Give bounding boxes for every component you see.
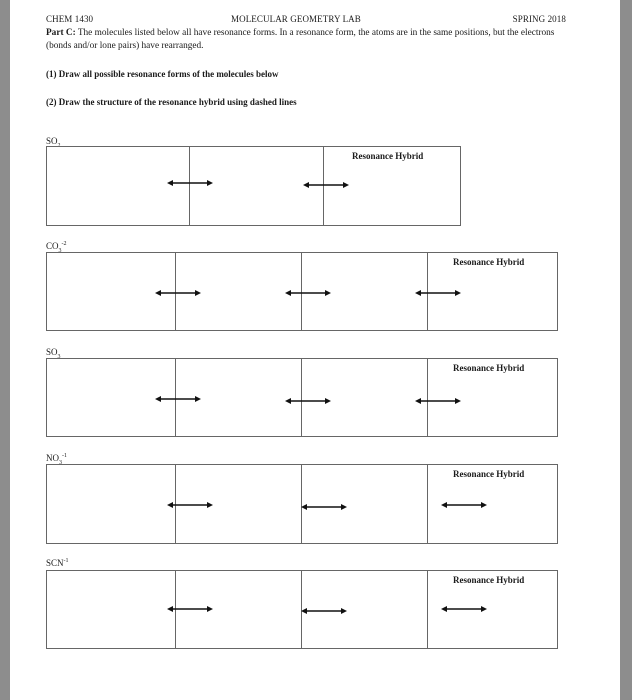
resonance-arrow-icon — [415, 397, 461, 405]
resonance-arrow-icon — [285, 397, 331, 405]
hybrid-label-no3: Resonance Hybrid — [453, 469, 525, 479]
term: SPRING 2018 — [512, 14, 566, 24]
resonance-arrow-icon — [167, 501, 213, 509]
lab-title: MOLECULAR GEOMETRY LAB — [231, 14, 361, 24]
part-label: Part C: — [46, 28, 76, 38]
instruction-1: (1) Draw all possible resonance forms of the molecules below — [46, 69, 279, 79]
hybrid-label-scn: Resonance Hybrid — [453, 575, 525, 585]
hybrid-label-co3: Resonance Hybrid — [453, 257, 525, 267]
instruction-2: (2) Draw the structure of the resonance hybrid using dashed lines — [46, 97, 297, 107]
course-code: CHEM 1430 — [46, 14, 94, 24]
resonance-arrow-icon — [167, 605, 213, 613]
resonance-box-so2 — [46, 146, 461, 226]
resonance-box-co3 — [46, 252, 558, 331]
resonance-arrow-icon — [441, 501, 487, 509]
worksheet-page — [10, 0, 620, 700]
resonance-arrow-icon — [301, 607, 347, 615]
resonance-box-so3 — [46, 358, 558, 437]
resonance-box-no3 — [46, 464, 558, 544]
resonance-arrow-icon — [301, 503, 347, 511]
intro-text: The molecules listed below all have resonance forms. In a resonance form, the atoms are in the same positions, but the electrons (bonds and/or lone pairs) have rearranged. — [46, 28, 555, 51]
resonance-arrow-icon — [155, 289, 201, 297]
resonance-box-scn — [46, 570, 558, 649]
hybrid-label-so3: Resonance Hybrid — [453, 363, 525, 373]
resonance-arrow-icon — [441, 605, 487, 613]
molecule-label-co3: $CO_3^{-2}$ — [46, 241, 67, 254]
resonance-arrow-icon — [155, 395, 201, 403]
molecule-label-so2: $SO_2$ — [46, 136, 61, 149]
resonance-arrow-icon — [167, 179, 213, 187]
resonance-arrow-icon — [415, 289, 461, 297]
molecule-label-scn: $SCN^{-1}$ — [46, 558, 69, 568]
resonance-arrow-icon — [303, 181, 349, 189]
hybrid-label-so2: Resonance Hybrid — [352, 151, 424, 161]
molecule-label-so3: $SO_3$ — [46, 347, 61, 360]
molecule-label-no3: $NO_3^{-1}$ — [46, 453, 67, 466]
intro-paragraph — [46, 27, 566, 53]
resonance-arrow-icon — [285, 289, 331, 297]
